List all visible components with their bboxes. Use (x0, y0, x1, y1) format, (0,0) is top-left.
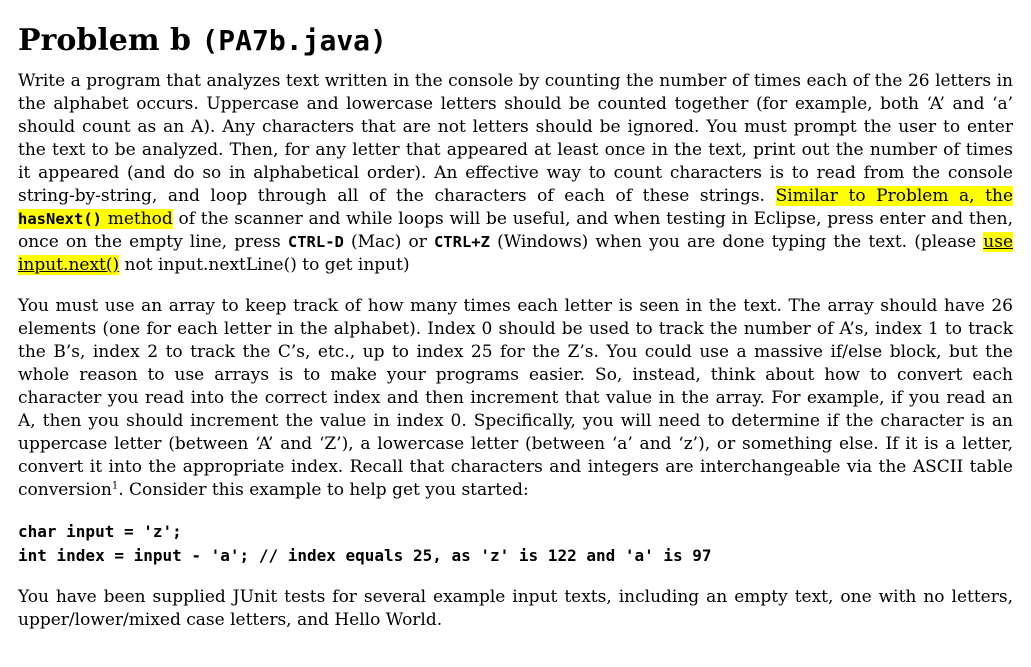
highlight-text-a: Similar to Problem a, the (775, 186, 1014, 206)
hasnext-code: hasNext() (18, 210, 102, 228)
p1-text-e: not input.nextLine() to get input) (119, 255, 410, 275)
paragraph-junit: You have been supplied JUnit tests for several example input texts, including an empty text, one with no letters, upper/lower/mixed case letters, and Hello World. (18, 587, 1013, 630)
key-windows: CTRL+Z (433, 233, 490, 251)
key-mac: CTRL-D (287, 233, 344, 251)
paragraph-instructions (18, 70, 1013, 277)
p1-text-b: of the scanner and while loops will be useful, and when testing in Eclipse, press enter and then, once on the empty line, press (18, 209, 1014, 252)
p1-text-c: (Mac) or (343, 232, 434, 252)
p1-text-d: (Windows) when you are done typing the text. (please (489, 232, 984, 252)
footnote-marker: 1 (111, 480, 119, 492)
highlight-input-next: use input.next() (18, 232, 1014, 275)
p2-text: You must use an array to keep track of how many times each letter is seen in the text. The array should have 26 elements (one for each letter in the alphabet). Index 0 should be used to track the number of A’s, index 1 to track the B’s, index 2 to track the C’s, etc., up to index 25 for the Z’s. You could use a massive if/else block, but the whole reason to use arrays is to make your programs easier. So, instead, think about how to convert each character you read into the correct index and then increment that value in the array. For example, if you read an A, then you should increment the value in index 0. Specifically, you will need to determine if the character is an uppercase letter (between ‘A’ and ‘Z’), a lowercase letter (between ‘a’ and ‘z’), or something else. If it is a letter, convert it into the appropriate index. Recall that characters and integers are interchangeable via the ASCII table conversion (18, 296, 1013, 500)
code-line-2: int index = input - 'a'; // index equals 25, as 'z' is 122 and 'a' is 97 (18, 546, 712, 565)
page-title (18, 22, 1013, 60)
code-example (18, 520, 1013, 568)
paragraph-array (18, 295, 1013, 502)
highlight-text-b: method (102, 209, 173, 229)
p2-text-end: . Consider this example to help get you started: (118, 480, 529, 500)
title-main: Problem b (18, 23, 191, 58)
p1-text-a: Write a program that analyzes text written in the console by counting the number of times each of the 26 letters in the alphabet occurs. Uppercase and lowercase letters should be counted together (for example, both ‘A’ and ‘a’ should count as an A). Any characters that are not letters should be ignored. You must prompt the user to enter the text to be analyzed. Then, for any letter that appeared at least once in the text, print out the number of times it appeared (and do so in alphabetical order). An effective way to count characters is to read from the console string-by-string, and loop through all of the characters of each of these strings. (18, 71, 1013, 206)
code-line-1: char input = 'z'; (18, 522, 182, 541)
title-filename: (PA7b.java) (201, 24, 387, 57)
